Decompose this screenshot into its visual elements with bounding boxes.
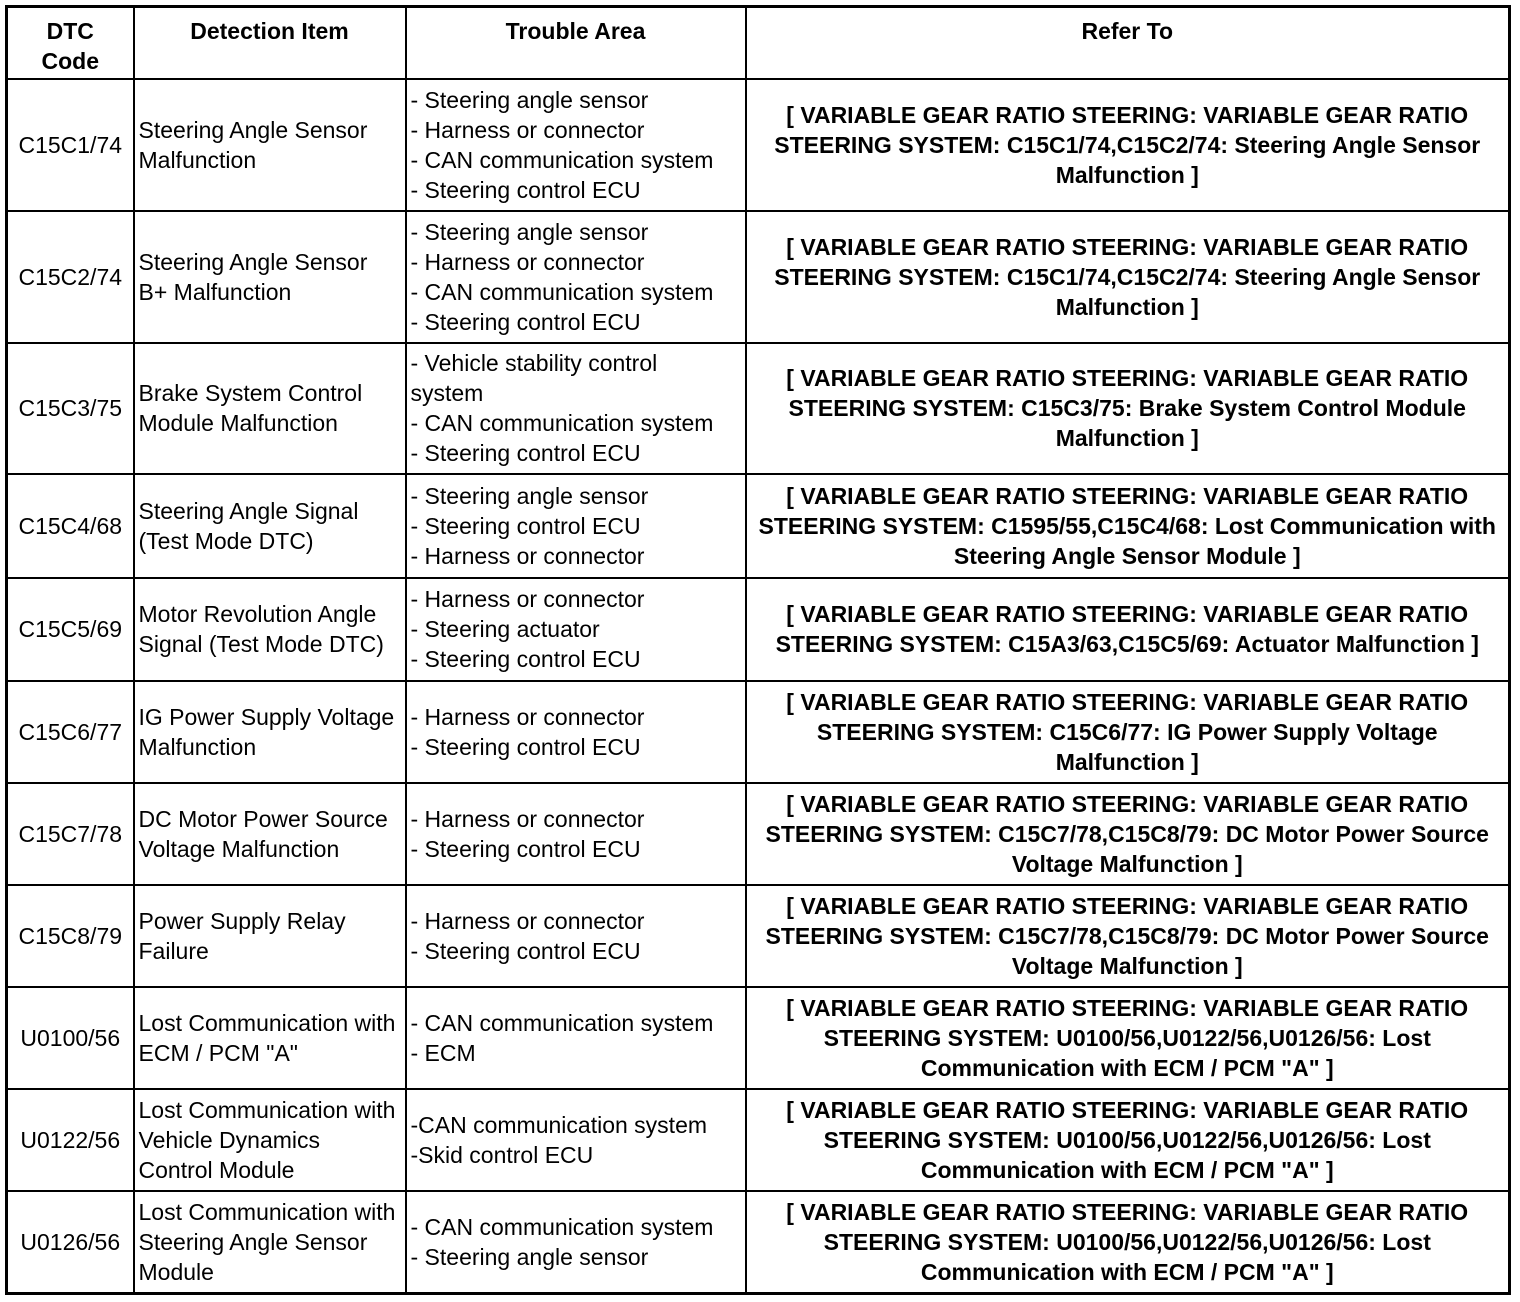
trouble-area-cell (406, 343, 746, 474)
dtc-code-cell: C15C4/68 (7, 474, 134, 578)
table-row (7, 1191, 1510, 1294)
dtc-table (5, 5, 1511, 1295)
trouble-area-line: - Harness or connector (410, 703, 645, 730)
dtc-code-cell: C15C7/78 (7, 783, 134, 885)
trouble-area-line: - Steering control ECU (410, 733, 641, 760)
dtc-code-cell: C15C6/77 (7, 681, 134, 783)
trouble-area-cell (406, 885, 746, 987)
header-dtc-code-line2: Code (41, 48, 99, 74)
detection-item-cell: Motor Revolution Angle Signal (Test Mode DTC) (134, 578, 406, 681)
refer-to-link[interactable]: [ VARIABLE GEAR RATIO STEERING: VARIABLE GEAR RATIO STEERING SYSTEM: U0100/56,U0122/56,U0126/56: Lost Communication with ECM / PCM "A" ] (746, 1191, 1510, 1294)
detection-item-cell: DC Motor Power Source Voltage Malfunction (134, 783, 406, 885)
trouble-area-line: - Steering angle sensor (410, 86, 649, 113)
trouble-area-line: - CAN communication system (410, 1009, 714, 1036)
trouble-area-cell (406, 1191, 746, 1294)
trouble-area-line: - Steering actuator (410, 616, 600, 642)
refer-to-link[interactable]: [ VARIABLE GEAR RATIO STEERING: VARIABLE GEAR RATIO STEERING SYSTEM: C15C7/78,C15C8/79: DC Motor Power Source Voltage Malfunction ] (746, 885, 1510, 987)
detection-item-cell: Brake System Control Module Malfunction (134, 343, 406, 474)
refer-to-link[interactable]: [ VARIABLE GEAR RATIO STEERING: VARIABLE GEAR RATIO STEERING SYSTEM: U0100/56,U0122/56,U0126/56: Lost Communication with ECM / PCM "A" ] (746, 1089, 1510, 1191)
trouble-area-line: - Harness or connector (410, 116, 645, 143)
dtc-code-cell: U0126/56 (7, 1191, 134, 1294)
header-detection-item: Detection Item (134, 7, 406, 79)
table-header-row (7, 7, 1510, 79)
detection-item-cell: Lost Communication with ECM / PCM "A" (134, 987, 406, 1089)
trouble-area-line: -CAN communication system (410, 1111, 708, 1138)
dtc-code-cell: U0100/56 (7, 987, 134, 1089)
trouble-area-cell (406, 578, 746, 681)
trouble-area-line: - Harness or connector (410, 586, 645, 612)
dtc-code-cell: C15C8/79 (7, 885, 134, 987)
trouble-area-cell (406, 474, 746, 578)
trouble-area-line: - Steering control ECU (410, 835, 641, 862)
detection-item-cell: Steering Angle Sensor Malfunction (134, 79, 406, 211)
table-row (7, 783, 1510, 885)
trouble-area-line: -Skid control ECU (410, 1141, 594, 1168)
detection-item-cell: Steering Angle Signal (Test Mode DTC) (134, 474, 406, 578)
header-refer-to: Refer To (746, 7, 1510, 79)
trouble-area-line: - Harness or connector (410, 542, 645, 569)
trouble-area-cell (406, 681, 746, 783)
table-row (7, 474, 1510, 578)
table-row (7, 211, 1510, 343)
refer-to-link[interactable]: [ VARIABLE GEAR RATIO STEERING: VARIABLE GEAR RATIO STEERING SYSTEM: C15C1/74,C15C2/74: Steering Angle Sensor Malfunction ] (746, 211, 1510, 343)
trouble-area-line: system (410, 380, 484, 406)
header-dtc-code-line1: DTC (46, 18, 94, 44)
trouble-area-line: - Steering control ECU (410, 646, 641, 672)
trouble-area-line: - Harness or connector (410, 805, 645, 832)
dtc-code-cell: C15C1/74 (7, 79, 134, 211)
trouble-area-cell (406, 1089, 746, 1191)
trouble-area-line: - CAN communication system (410, 278, 714, 305)
dtc-code-cell: C15C2/74 (7, 211, 134, 343)
header-dtc-code (7, 7, 134, 79)
table-row (7, 578, 1510, 681)
trouble-area-cell (406, 79, 746, 211)
detection-item-cell: IG Power Supply Voltage Malfunction (134, 681, 406, 783)
dtc-code-cell: C15C3/75 (7, 343, 134, 474)
trouble-area-line: - CAN communication system (410, 146, 714, 173)
trouble-area-line: - Harness or connector (410, 907, 645, 934)
refer-to-link[interactable]: [ VARIABLE GEAR RATIO STEERING: VARIABLE GEAR RATIO STEERING SYSTEM: C15C7/78,C15C8/79: DC Motor Power Source Voltage Malfunction ] (746, 783, 1510, 885)
detection-item-cell: Lost Communication with Steering Angle Sensor Module (134, 1191, 406, 1294)
trouble-area-cell (406, 211, 746, 343)
trouble-area-cell (406, 783, 746, 885)
trouble-area-line: - Steering control ECU (410, 937, 641, 964)
trouble-area-line: - Harness or connector (410, 248, 645, 275)
trouble-area-line: - Steering angle sensor (410, 1243, 649, 1270)
trouble-area-line: - ECM (410, 1039, 476, 1066)
table-row (7, 885, 1510, 987)
trouble-area-cell (406, 987, 746, 1089)
detection-item-cell: Lost Communication with Vehicle Dynamics Control Module (134, 1089, 406, 1191)
detection-item-cell: Power Supply Relay Failure (134, 885, 406, 987)
trouble-area-line: - Steering control ECU (410, 512, 641, 539)
refer-to-link[interactable]: [ VARIABLE GEAR RATIO STEERING: VARIABLE GEAR RATIO STEERING SYSTEM: C15C1/74,C15C2/74: Steering Angle Sensor Malfunction ] (746, 79, 1510, 211)
trouble-area-line: - Steering angle sensor (410, 218, 649, 245)
dtc-code-cell: U0122/56 (7, 1089, 134, 1191)
refer-to-link[interactable]: [ VARIABLE GEAR RATIO STEERING: VARIABLE GEAR RATIO STEERING SYSTEM: C15C3/75: Brake System Control Module Malfunction ] (746, 343, 1510, 474)
table-row (7, 681, 1510, 783)
trouble-area-line: - CAN communication system (410, 410, 714, 436)
trouble-area-line: - Steering control ECU (410, 176, 641, 203)
detection-item-cell: Steering Angle Sensor B+ Malfunction (134, 211, 406, 343)
header-trouble-area: Trouble Area (406, 7, 746, 79)
table-row (7, 79, 1510, 211)
refer-to-link[interactable]: [ VARIABLE GEAR RATIO STEERING: VARIABLE GEAR RATIO STEERING SYSTEM: C15C6/77: IG Power Supply Voltage Malfunction ] (746, 681, 1510, 783)
table-row (7, 343, 1510, 474)
trouble-area-line: - Steering control ECU (410, 440, 641, 466)
trouble-area-line: - Steering control ECU (410, 308, 641, 335)
refer-to-link[interactable]: [ VARIABLE GEAR RATIO STEERING: VARIABLE GEAR RATIO STEERING SYSTEM: U0100/56,U0122/56,U0126/56: Lost Communication with ECM / PCM "A" ] (746, 987, 1510, 1089)
refer-to-link[interactable]: [ VARIABLE GEAR RATIO STEERING: VARIABLE GEAR RATIO STEERING SYSTEM: C1595/55,C15C4/68: Lost Communication with Steering Angle Sensor Module ] (746, 474, 1510, 578)
trouble-area-line: - Vehicle stability control (410, 350, 658, 376)
table-row (7, 987, 1510, 1089)
table-row (7, 1089, 1510, 1191)
refer-to-link[interactable]: [ VARIABLE GEAR RATIO STEERING: VARIABLE GEAR RATIO STEERING SYSTEM: C15A3/63,C15C5/69: Actuator Malfunction ] (746, 578, 1510, 681)
trouble-area-line: - CAN communication system (410, 1213, 714, 1240)
dtc-code-cell: C15C5/69 (7, 578, 134, 681)
trouble-area-line: - Steering angle sensor (410, 482, 649, 509)
table-body (7, 79, 1510, 1294)
